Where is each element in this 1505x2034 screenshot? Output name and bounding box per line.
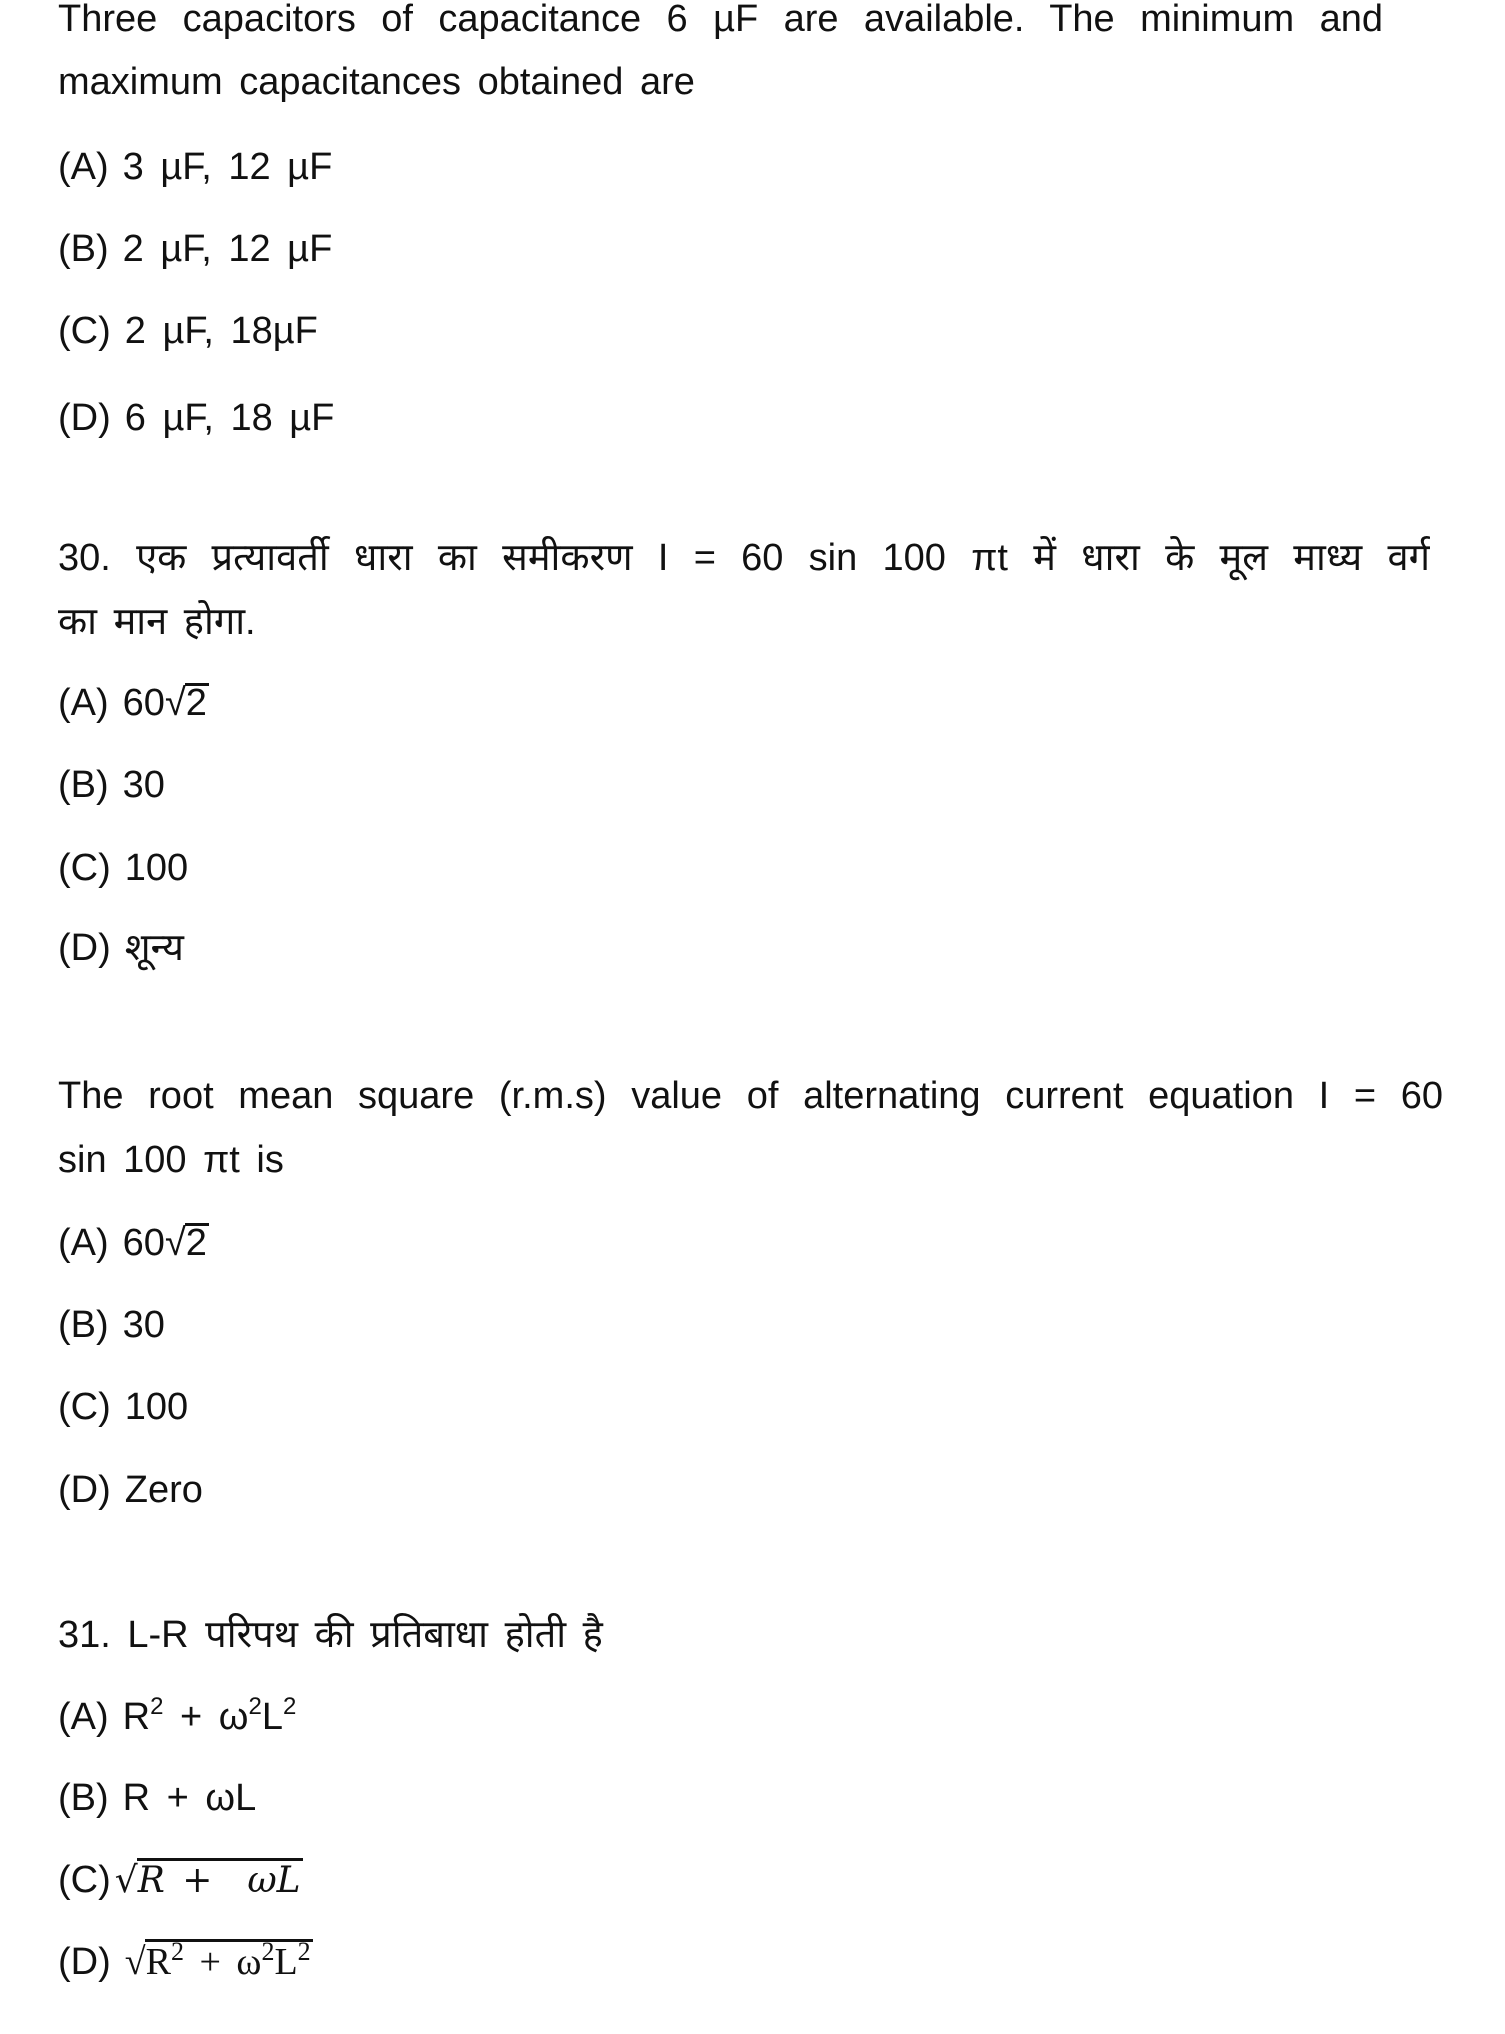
q30-hindi-option-a xyxy=(58,680,209,726)
q30-hindi-option-b xyxy=(58,762,165,808)
option-text: 60 xyxy=(122,682,165,724)
exponent: 2 xyxy=(150,1693,164,1720)
radicand: R + ωL xyxy=(137,1860,301,1901)
option-text: 30 xyxy=(122,764,165,806)
q30-english-option-c xyxy=(58,1384,188,1430)
option-label: (B) xyxy=(58,1304,109,1346)
option-text: 2 µF, 12 µF xyxy=(122,228,333,270)
option-text: 100 xyxy=(124,847,189,889)
option-label: (B) xyxy=(58,228,109,270)
q31-option-b xyxy=(58,1775,256,1821)
option-text: 100 xyxy=(124,1386,189,1428)
square-root xyxy=(125,1939,313,1985)
q30-hindi-question-line-2: का मान होगा. xyxy=(58,601,256,643)
option-label: (B) xyxy=(58,1777,109,1819)
option-label: (A) xyxy=(58,682,109,724)
radical-sign-icon: √ xyxy=(164,682,186,724)
math-omega: ω xyxy=(218,1696,249,1738)
math-plus: + xyxy=(183,1941,237,1983)
option-label: (C) xyxy=(58,310,111,352)
option-text: 2 µF, 18µF xyxy=(124,310,318,352)
option-text: 60 xyxy=(122,1222,165,1264)
math-plus: + xyxy=(163,1696,219,1738)
exponent: 2 xyxy=(261,1937,275,1966)
q29-question-line-2: maximum capacitances obtained are xyxy=(58,61,695,103)
q29-option-d xyxy=(58,395,334,441)
q31-option-c xyxy=(58,1857,303,1903)
option-label: (B) xyxy=(58,764,109,806)
q31-option-d xyxy=(58,1939,313,1985)
q29-option-a xyxy=(58,144,332,190)
q30-hindi-option-c xyxy=(58,845,188,891)
radicand: 2 xyxy=(185,1222,207,1264)
q30-english-option-b xyxy=(58,1302,165,1348)
option-text: 30 xyxy=(122,1304,165,1346)
option-label: (C) xyxy=(58,847,111,889)
q29-question-line-1: Three capacitors of capacitance 6 µF are available. The minimum and xyxy=(58,0,1383,40)
option-label: (D) xyxy=(58,1941,111,1983)
q31-option-a xyxy=(58,1694,296,1740)
q30-hindi-question-line-1: 30. एक प्रत्यावर्ती धारा का समीकरण I = 60 sin 100 πt में धारा के मूल माध्य वर्ग xyxy=(58,537,1430,579)
square-root xyxy=(115,1858,303,1904)
exponent: 2 xyxy=(170,1937,184,1966)
math-l: L xyxy=(261,1696,283,1738)
exponent: 2 xyxy=(297,1937,311,1966)
square-root xyxy=(165,680,209,726)
option-label: (D) xyxy=(58,1469,111,1511)
math-r: R xyxy=(145,1941,171,1983)
option-label: (D) xyxy=(58,927,111,969)
q31-question-line-1: 31. L-R परिपथ की प्रतिबाधा होती है xyxy=(58,1614,603,1656)
math-l: L xyxy=(274,1941,298,1983)
option-label: (C) xyxy=(58,1386,111,1428)
option-text: Zero xyxy=(124,1469,203,1511)
math-omega: ω xyxy=(236,1941,262,1983)
radical-sign-icon: √ xyxy=(164,1222,186,1264)
q30-english-option-a xyxy=(58,1220,209,1266)
q30-english-question-line-2: sin 100 πt is xyxy=(58,1139,284,1181)
math-r: R xyxy=(122,1696,151,1738)
q30-hindi-option-d xyxy=(58,925,184,971)
radicand: 2 xyxy=(185,682,207,724)
option-text: शून्य xyxy=(124,927,184,969)
radical-sign-icon: √ xyxy=(124,1941,146,1983)
exponent: 2 xyxy=(282,1693,297,1720)
q29-option-c xyxy=(58,308,318,354)
exponent: 2 xyxy=(248,1693,262,1720)
radical-sign-icon: √ xyxy=(114,1860,138,1901)
q29-option-b xyxy=(58,226,332,272)
option-label: (D) xyxy=(58,397,111,439)
option-label: (A) xyxy=(58,1222,109,1264)
square-root xyxy=(165,1220,209,1266)
radicand xyxy=(145,1939,313,1982)
option-label: (C) xyxy=(58,1859,111,1901)
q30-english-option-d xyxy=(58,1467,203,1513)
option-text: 3 µF, 12 µF xyxy=(122,146,333,188)
option-label: (A) xyxy=(58,146,109,188)
option-text: R + ωL xyxy=(122,1777,257,1819)
q30-english-question-line-1: The root mean square (r.m.s) value of alternating current equation I = 60 xyxy=(58,1075,1443,1117)
option-label: (A) xyxy=(58,1696,109,1738)
option-text: 6 µF, 18 µF xyxy=(124,397,335,439)
